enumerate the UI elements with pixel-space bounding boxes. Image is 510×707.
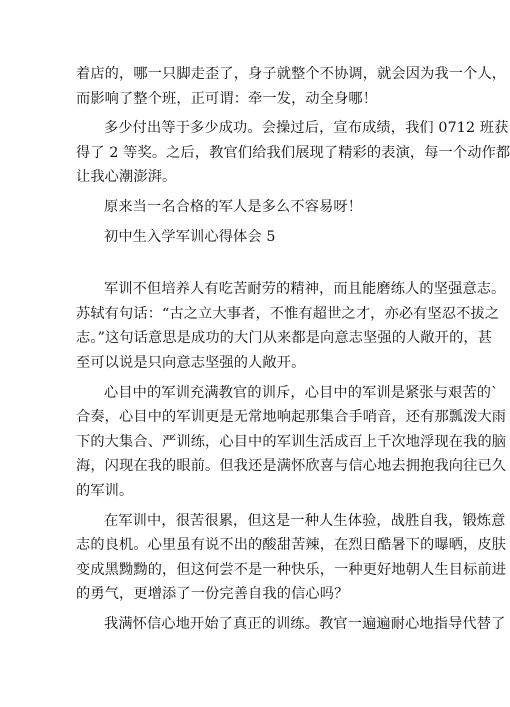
text-line: 合奏，心目中的军训更是无常地响起那集合手哨音，还有那瓢泼大雨: [76, 409, 507, 426]
paragraph-start-line: 多少付出等于多少成功。会操过后，宣布成绩，我们 0712 班获: [104, 120, 509, 137]
text-line: 着店的，哪一只脚走歪了，身子就整个不协调，就会因为我一个人，: [76, 66, 507, 82]
section-heading: 初中生入学军训心得体会 5: [104, 228, 276, 245]
text-line: 海，闪现在我的眼前。但我还是满怀欣喜与信心地去拥抱我向往已久: [76, 458, 507, 475]
paragraph-start-line: 心目中的军训充满教官的训斥，心目中的军训是紧张与艰苦的`: [104, 384, 499, 401]
text-line: 苏轼有句话：“古之立大事者，不惟有超世之才，亦必有坚忍不拔之: [76, 305, 500, 322]
text-line: 至可以说是只向意志坚强的人敞开。: [76, 354, 306, 371]
text-line: 的勇气，更增添了一份完善自我的信心吗？: [76, 586, 349, 603]
paragraph-start-line: 我满怀信心地开始了真正的训练。教官一遍遍耐心地指导代替了: [104, 615, 506, 632]
text-line: 得了 2 等奖。之后，教官们给我们展现了精彩的表演，每一个动作都: [76, 144, 510, 161]
text-line: 下的大集合、严训练，心目中的军训生活成百上千次地浮现在我的脑: [76, 433, 507, 450]
paragraph-line: 原来当一名合格的军人是多么不容易呀！: [104, 198, 363, 215]
text-line: 志的良机。心里虽有说不出的酸甜苦辣，在烈日酷暑下的曝晒，皮肤: [76, 537, 507, 554]
text-line: 志。”这句话意思是成功的大门从来都是向意志坚强的人敞开的，甚: [76, 330, 493, 347]
paragraph-start-line: 在军训中，很苦很累，但这是一种人生体验，战胜自我，锻炼意: [104, 512, 506, 529]
paragraph-start-line: 军训不但培养人有吃苦耐劳的精神，而且能磨练人的坚强意志。: [104, 281, 506, 298]
text-line: 变成黑黝黝的，但这何尝不是一种快乐，一种更好地朝人生目标前进: [76, 561, 507, 578]
text-line: 的军训。: [76, 482, 134, 499]
text-line: 而影响了整个班，正可谓：牵一发，动全身哪！: [76, 90, 378, 107]
text-line: 让我心潮澎湃。: [76, 169, 177, 186]
